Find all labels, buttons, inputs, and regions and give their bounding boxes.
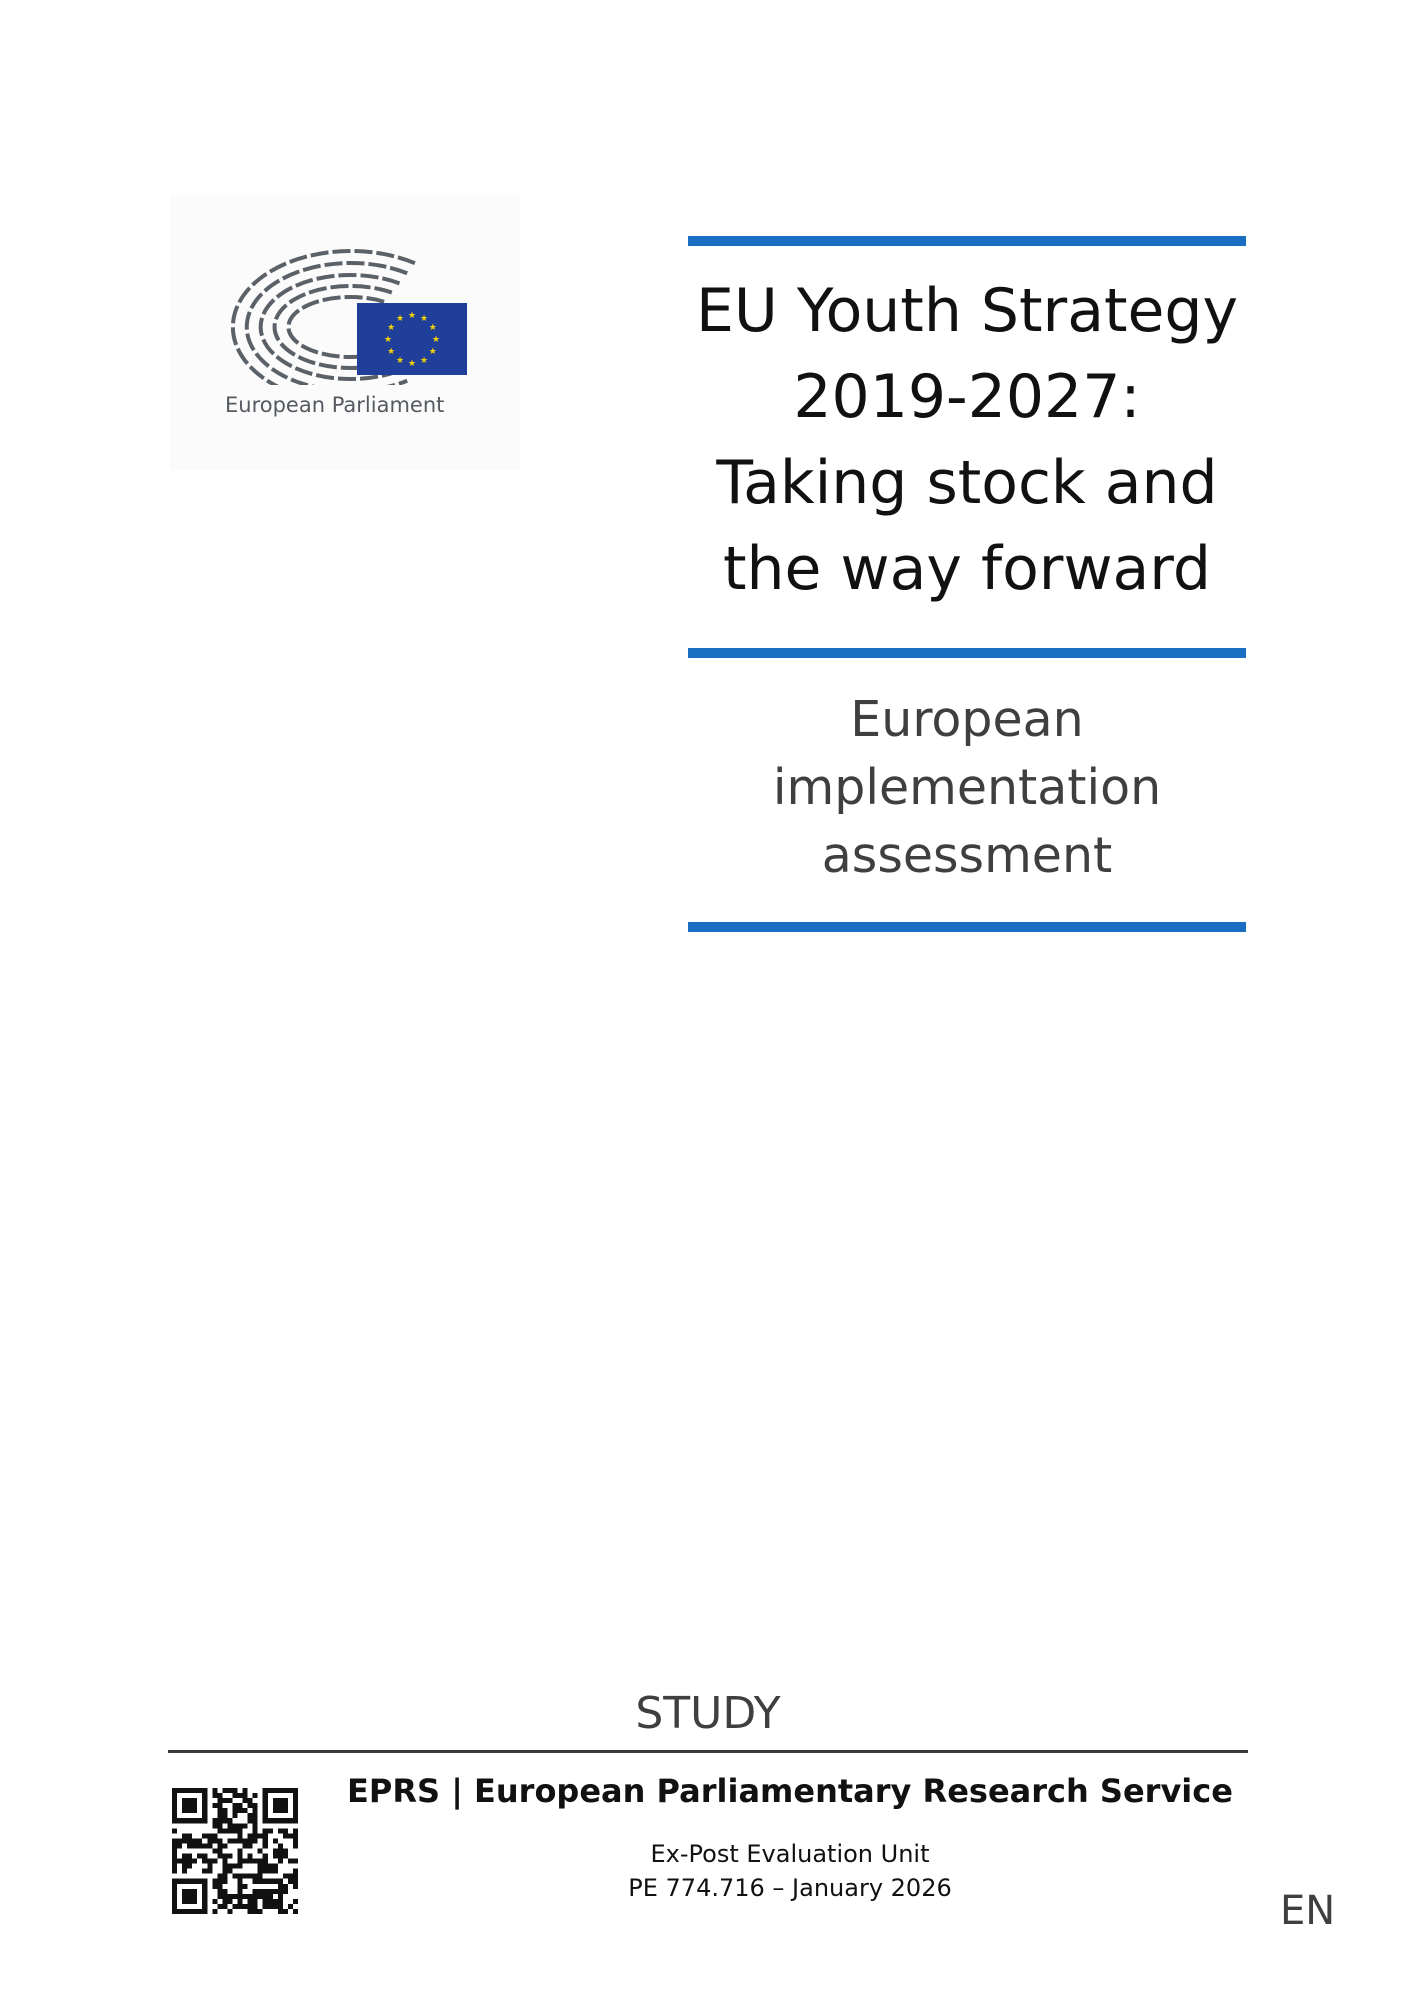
bottom-divider: [688, 922, 1246, 932]
document-title: [688, 268, 1246, 612]
subtitle-line: assessment: [821, 827, 1113, 884]
language-code: EN: [1280, 1888, 1336, 1934]
title-line: Taking stock and: [716, 448, 1218, 518]
svg-text:★: ★: [419, 355, 429, 366]
document-subtitle: [688, 686, 1246, 890]
svg-text:★: ★: [419, 314, 429, 325]
svg-text:★: ★: [407, 359, 417, 369]
logo-caption: European Parliament: [225, 393, 445, 417]
subtitle-line: European: [850, 691, 1084, 748]
hemicycle-flag-icon: [225, 245, 475, 385]
svg-text:★: ★: [395, 314, 405, 325]
title-line: EU Youth Strategy: [695, 276, 1239, 346]
title-line: the way forward: [723, 534, 1211, 604]
service-name: EPRS | European Parliamentary Research Service: [347, 1772, 1233, 1810]
middle-divider: [688, 648, 1246, 658]
svg-text:★: ★: [387, 347, 396, 357]
document-type: STUDY: [635, 1688, 781, 1739]
european-parliament-logo: [170, 195, 520, 470]
svg-text:★: ★: [428, 323, 437, 333]
qr-code-icon: [172, 1788, 298, 1914]
svg-text:★: ★: [428, 347, 437, 357]
svg-text:★: ★: [431, 335, 441, 345]
svg-text:★: ★: [383, 335, 393, 345]
svg-text:★: ★: [395, 355, 405, 366]
subtitle-line: implementation: [772, 759, 1162, 816]
document-reference: PE 774.716 – January 2026: [628, 1874, 952, 1902]
unit-name: Ex-Post Evaluation Unit: [650, 1840, 930, 1868]
svg-text:★: ★: [407, 311, 417, 321]
title-line: 2019-2027:: [793, 362, 1141, 432]
top-divider: [688, 236, 1246, 246]
footer-divider: [168, 1750, 1248, 1753]
svg-text:★: ★: [387, 323, 396, 333]
